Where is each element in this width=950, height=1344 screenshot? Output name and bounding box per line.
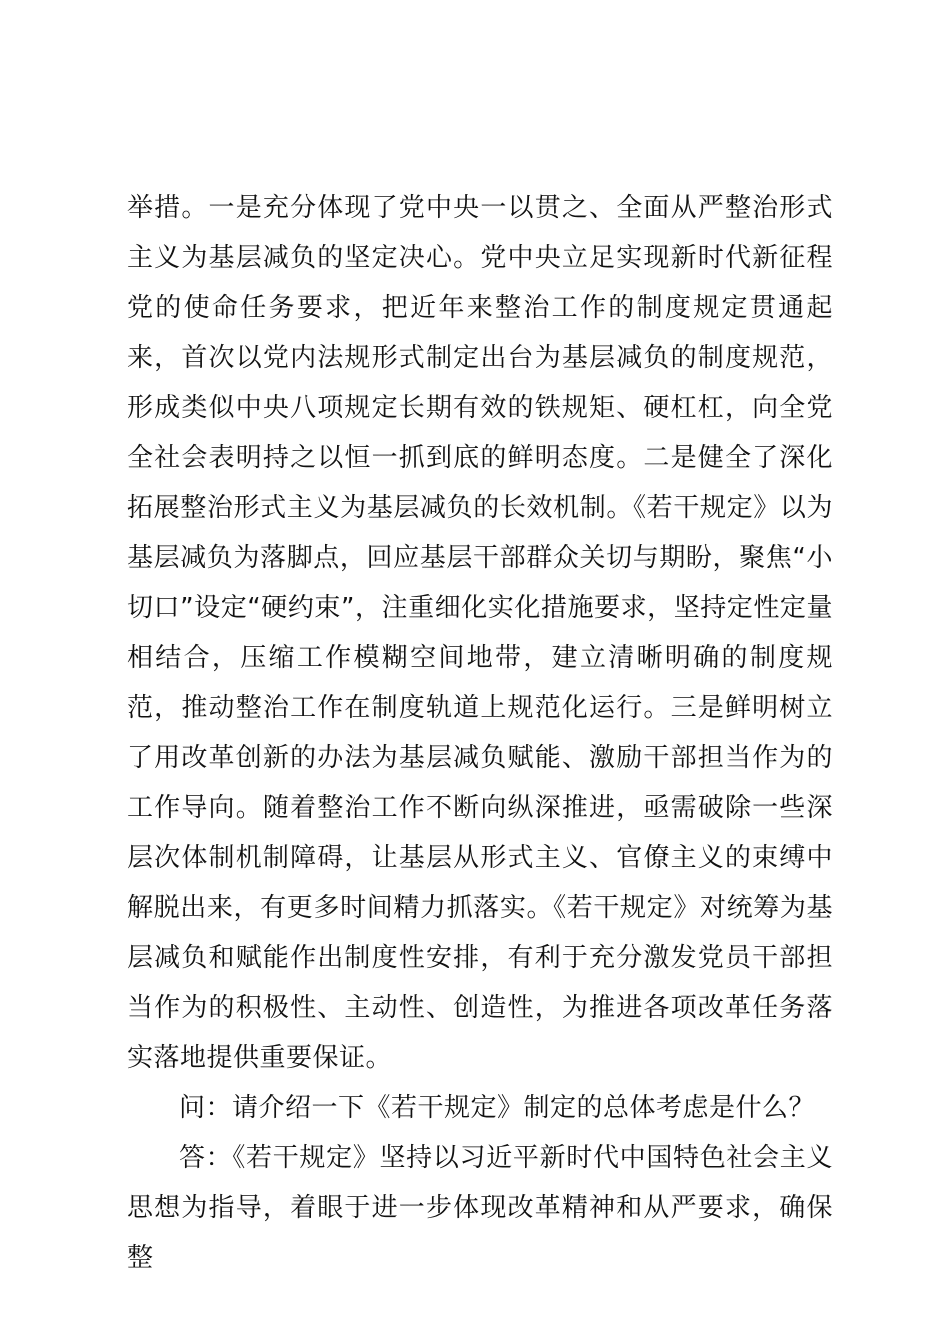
body-paragraph: 举措。一是充分体现了党中央一以贯之、全面从严整治形式主义为基层减负的坚定决心。党中央立足实现新时代新征程党的使命任务要求，把近年来整治工作的制度规定贯通起来，首次以党内法规形式制定出台为基层减负的制度规范，形成类似中央八项规定长期有效的铁规矩、硬杠杠，向全党全社会表明持之以恒一抓到底的鲜明态度。二是健全了深化拓展整治形式主义为基层减负的长效机制。《若干规定》以为基层减负为落脚点，回应基层干部群众关切与期盼，聚焦“小切口”设定“硬约束”，注重细化实化措施要求，坚持定性定量相结合，压缩工作模糊空间地带，建立清晰明确的制度规范，推动整治工作在制度轨道上规范化运行。三是鲜明树立了用改革创新的办法为基层减负赋能、激励干部担当作为的工作导向。随着整治工作不断向纵深推进，亟需破除一些深层次体制机制障碍，让基层从形式主义、官僚主义的束缚中解脱出来，有更多时间精力抓落实。《若干规定》对统筹为基层减负和赋能作出制度性安排，有利于充分激发党员干部担当作为的积极性、主动性、创造性，为推进各项改革任务落实落地提供重要保证。 [127, 193, 833, 1073]
answer-paragraph: 答：《若干规定》坚持以习近平新时代中国特色社会主义思想为指导，着眼于进一步体现改革精神和从严要求，确保整 [127, 1143, 833, 1273]
document-page [127, 183, 833, 1283]
question-paragraph: 问：请介绍一下《若干规定》制定的总体考虑是什么？ [179, 1093, 816, 1123]
